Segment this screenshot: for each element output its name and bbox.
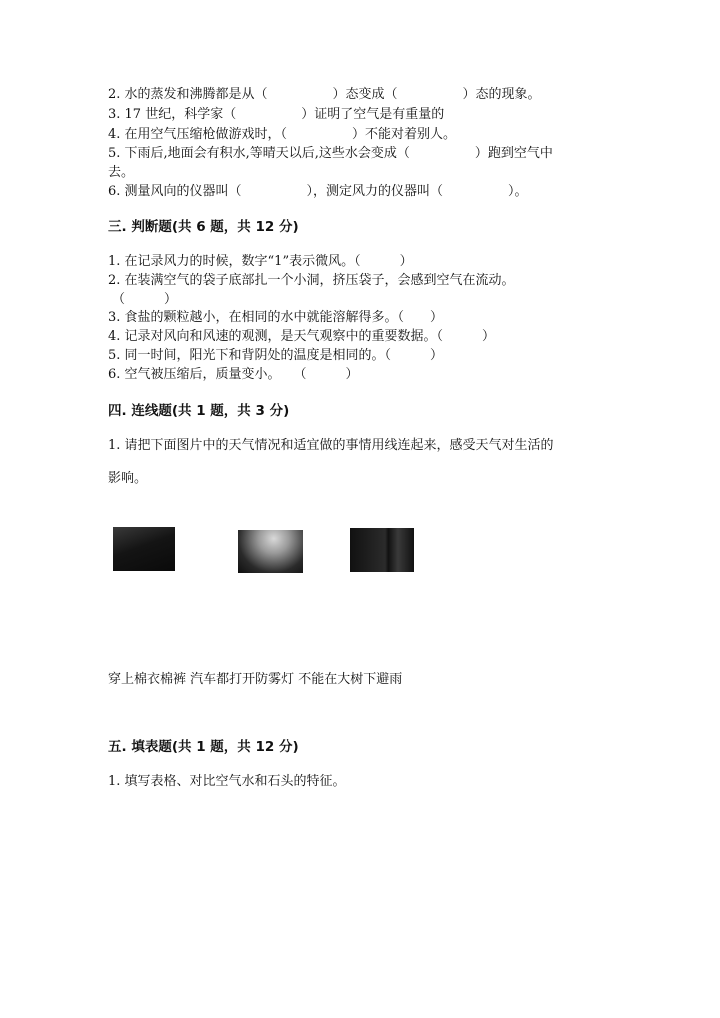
matching-options: 穿上棉衣棉裤 汽车都打开防雾灯 不能在大树下避雨 xyxy=(108,672,403,687)
judge-question-4: 4. 记录对风向和风速的观测，是天气观察中的重要数据。（ ） xyxy=(108,329,496,344)
judge-question-2: 2. 在装满空气的袋子底部扎一个小洞，挤压袋子，会感到空气在流动。 xyxy=(108,273,515,288)
judge-question-2-answer: （ ） xyxy=(112,292,178,307)
snowy-weather-image xyxy=(238,530,303,573)
section-5-heading: 五. 填表题(共 1 题，共 12 分) xyxy=(108,739,299,755)
table-question-1: 1. 填写表格、对比空气水和石头的特征。 xyxy=(108,774,346,789)
foggy-weather-image xyxy=(113,527,175,571)
judge-question-1: 1. 在记录风力的时候，数字“1”表示微风。（ ） xyxy=(108,254,413,269)
judge-question-3: 3. 食盐的颗粒越小，在相同的水中就能溶解得多。（ ） xyxy=(108,310,444,325)
fill-in-question-6: 6. 测量风向的仪器叫（ ），测定风力的仪器叫（ ）。 xyxy=(108,184,528,199)
fill-in-question-5: 5. 下雨后,地面会有积水,等晴天以后,这些水会变成（ ）跑到空气中 xyxy=(108,146,553,161)
section-3-heading: 三. 判断题(共 6 题，共 12 分) xyxy=(108,219,299,235)
judge-question-6: 6. 空气被压缩后，质量变小。 （ ） xyxy=(108,367,359,382)
fill-in-question-3: 3. 17 世纪，科学家（ ）证明了空气是有重量的 xyxy=(108,107,445,122)
fill-in-question-2: 2. 水的蒸发和沸腾都是从（ ）态变成（ ）态的现象。 xyxy=(108,87,541,102)
section-4-heading: 四. 连线题(共 1 题，共 3 分) xyxy=(108,403,290,419)
matching-question-line-2: 影响。 xyxy=(108,471,148,486)
fill-in-question-4: 4. 在用空气压缩枪做游戏时，（ ）不能对着别人。 xyxy=(108,127,457,142)
thunderstorm-weather-image xyxy=(350,528,414,572)
fill-in-question-5-continued: 去。 xyxy=(108,165,135,180)
judge-question-5: 5. 同一时间，阳光下和背阴处的温度是相同的。（ ） xyxy=(108,348,444,363)
matching-question-line-1: 1. 请把下面图片中的天气情况和适宜做的事情用线连起来，感受天气对生活的 xyxy=(108,438,554,453)
